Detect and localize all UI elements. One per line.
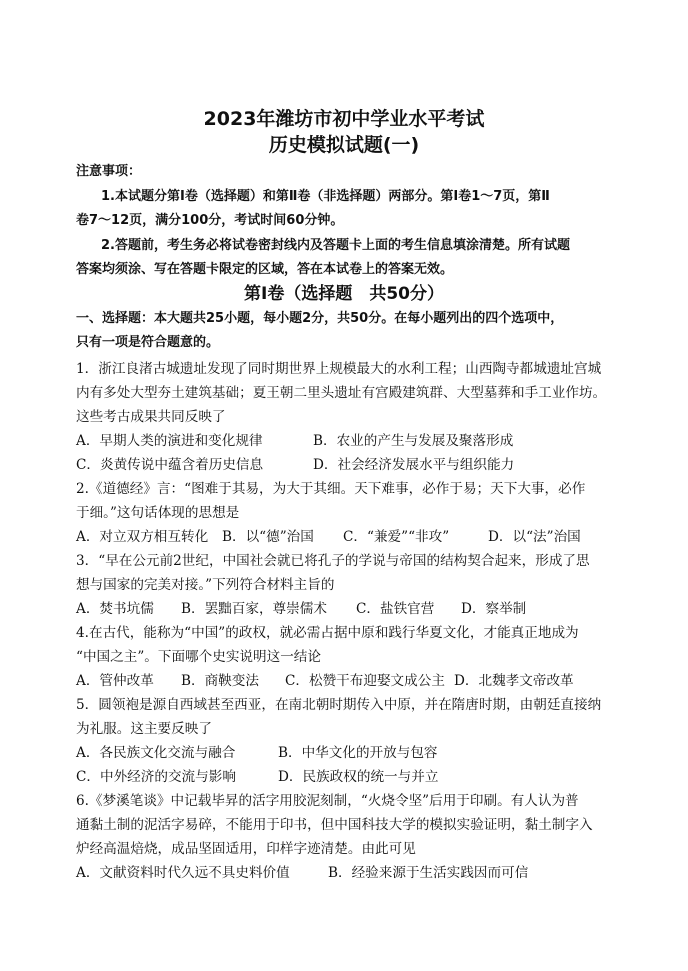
exam-subtitle: 历史模拟试题(一) xyxy=(268,134,420,156)
question-2-line-2: 于细。”这句话体现的思想是 xyxy=(76,505,240,521)
question-5-option-a: A．各民族文化交流与融合 xyxy=(76,745,236,761)
section-title: 第Ⅰ卷（选择题 共50分） xyxy=(244,284,444,304)
question-6-line-1: 6.《梦溪笔谈》中记载毕昇的活字用胶泥刻制，“火烧令坚”后用于印刷。有人认为普 xyxy=(76,793,579,809)
question-1-option-c: C．炎黄传说中蕴含着历史信息 xyxy=(76,457,264,473)
question-5-line-1: 5．圆领袍是源自西域甚至西亚，在南北朝时期传入中原，并在隋唐时期，由朝廷直接纳 xyxy=(76,697,602,713)
question-4-option-c: C．松赞干布迎娶文成公主 xyxy=(285,673,445,689)
question-4-option-d: D．北魏孝文帝改革 xyxy=(454,673,574,689)
question-1-line-3: 这些考古成果共同反映了 xyxy=(76,409,226,425)
question-1-option-a: A．早期人类的演进和变化规律 xyxy=(76,433,263,449)
question-2-line-1: 2.《道德经》言：“图难于其易，为大于其细。天下难事，必作于易；天下大事，必作 xyxy=(76,481,586,497)
question-1-line-1: 1．浙江良渚古城遗址发现了同时期世界上规模最大的水利工程；山西陶寺都城遗址宫城 xyxy=(76,361,602,377)
question-4-option-b: B．商鞅变法 xyxy=(181,673,259,689)
question-5-option-b: B．中华文化的开放与包容 xyxy=(278,745,438,761)
question-4-option-a: A．管仲改革 xyxy=(76,673,154,689)
question-6-line-3: 炉经高温焙烧，成品坚固适用，印样字迹清楚。由此可见 xyxy=(76,841,416,857)
question-6-option-b: B．经验来源于生活实践因而可信 xyxy=(328,865,529,881)
question-3-option-b: B．罢黜百家，尊崇儒术 xyxy=(181,601,327,617)
question-3-option-c: C．盐铁官营 xyxy=(356,601,435,617)
question-2-option-c: C．“兼爱”“非攻” xyxy=(343,529,450,545)
question-3-line-2: 想与国家的完美对接。”下列符合材料主旨的 xyxy=(76,577,335,593)
question-5-option-d: D．民族政权的统一与并立 xyxy=(278,769,439,785)
question-1-option-d: D．社会经济发展水平与组织能力 xyxy=(313,457,515,473)
question-1-option-b: B．农业的产生与发展及聚落形成 xyxy=(313,433,514,449)
question-3-option-a: A．焚书坑儒 xyxy=(76,601,154,617)
question-5-option-c: C．中外经济的交流与影响 xyxy=(76,769,236,785)
question-4-line-2: “中国之主”。下面哪个史实说明这一结论 xyxy=(76,649,321,665)
question-3-line-1: 3．“早在公元前2世纪，中国社会就已将孔子的学说与帝国的结构契合起来，形成了思 xyxy=(76,553,590,569)
section-intro-line-2: 只有一项是符合题意的。 xyxy=(76,335,220,350)
question-3-option-d: D．察举制 xyxy=(461,601,527,617)
notice-item-2-line-2: 答案均须涂、写在答题卡限定的区域，答在本试卷上的答案无效。 xyxy=(76,262,454,277)
notice-item-1-line-1: 1.本试题分第Ⅰ卷（选择题）和第Ⅱ卷（非选择题）两部分。第Ⅰ卷1～7页，第Ⅱ xyxy=(101,189,550,204)
question-6-option-a: A．文献资料时代久远不具史料价值 xyxy=(76,865,290,881)
question-5-line-2: 为礼服。这主要反映了 xyxy=(76,721,212,737)
notice-heading: 注意事项： xyxy=(76,164,142,179)
question-4-line-1: 4.在古代，能称为“中国”的政权，就必需占据中原和践行华夏文化，才能真正地成为 xyxy=(76,625,579,641)
exam-title: 2023年潍坊市初中学业水平考试 xyxy=(203,108,485,130)
notice-item-2-line-1: 2.答题前，考生务必将试卷密封线内及答题卡上面的考生信息填涂清楚。所有试题 xyxy=(101,238,570,253)
notice-item-1-line-2: 卷7～12页，满分100分，考试时间60分钟。 xyxy=(76,213,344,228)
section-intro-line-1: 一、选择题：本大题共25小题，每小题2分，共50分。在每小题列出的四个选项中， xyxy=(76,311,564,326)
question-6-line-2: 通黏土制的泥活字易碎，不能用于印书，但中国科技大学的模拟实验证明，黏土制字入 xyxy=(76,817,593,833)
question-2-option-b: B．以“德”治国 xyxy=(222,529,314,545)
question-2-option-a: A．对立双方相互转化 xyxy=(76,529,209,545)
question-1-line-2: 内有多处大型夯土建筑基础；夏王朝二里头遗址有宫殿建筑群、大型墓葬和手工业作坊。 xyxy=(76,385,607,401)
question-2-option-d: D．以“法”治国 xyxy=(488,529,581,545)
